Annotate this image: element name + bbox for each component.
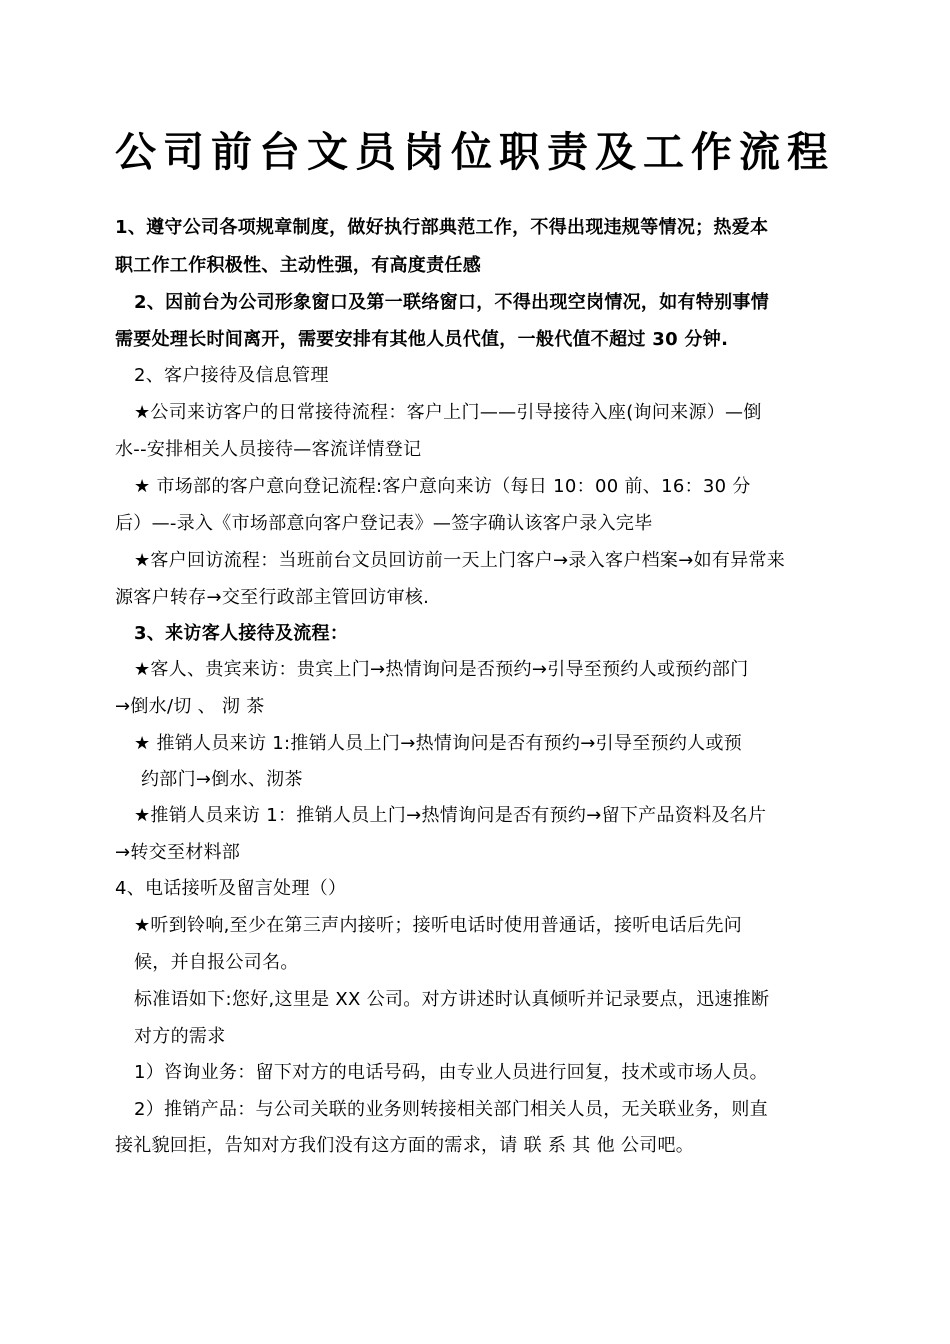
text-line: →转交至材料部 [115,842,241,863]
text-line: 3、来访客人接待及流程： [134,623,349,644]
text-line: 2、客户接待及信息管理 [134,365,329,386]
text-line: ★客户回访流程：当班前台文员回访前一天上门客户→录入客户档案→如有异常来 [134,550,786,571]
text-line: 需要处理长时间离开，需要安排有其他人员代值，一般代值不超过 30 分钟. [115,329,729,350]
text-line: 1）咨询业务：留下对方的电话号码，由专业人员进行回复，技术或市场人员。 [134,1062,768,1083]
text-line: 4、电话接听及留言处理（） [115,878,347,899]
document-title: 公司前台文员岗位职责及工作流程 [115,128,835,176]
text-line: 2、因前台为公司形象窗口及第一联络窗口，不得出现空岗情况，如有特别事情 [134,292,770,313]
text-line: 职工作工作积极性、主动性强，有高度责任感 [115,255,481,276]
text-line: 接礼貌回拒，告知对方我们没有这方面的需求，请 联 系 其 他 公司吧。 [115,1135,695,1156]
text-line: 对方的需求 [134,1026,226,1047]
text-line: →倒水/切 、 沏 茶 [115,696,265,717]
text-line: 水--安排相关人员接待—客流详情登记 [115,439,422,460]
text-line: ★客人、贵宾来访：贵宾上门→热情询问是否预约→引导至预约人或预约部门 [134,659,749,680]
text-line: ★ 市场部的客户意向登记流程:客户意向来访（每日 10：00 前、16：30 分 [134,476,751,497]
text-line: 1、遵守公司各项规章制度，做好执行部典范工作，不得出现违规等情况；热爱本 [115,217,769,238]
text-line: 候，并自报公司名。 [134,952,299,973]
text-line: ★公司来访客户的日常接待流程：客户上门——引导接待入座(询问来源）—倒 [134,402,762,423]
text-line: ★听到铃响,至少在第三声内接听；接听电话时使用普通话，接听电话后先问 [134,915,743,936]
text-line: ★ 推销人员来访 1:推销人员上门→热情询问是否有预约→引导至预约人或预 [134,733,743,754]
text-line: 标准语如下:您好,这里是 XX 公司。对方讲述时认真倾听并记录要点，迅速推断 [134,989,770,1010]
text-line: 2）推销产品：与公司关联的业务则转接相关部门相关人员，无关联业务，则直 [134,1099,768,1120]
text-line: 约部门→倒水、沏茶 [141,769,303,790]
text-line: ★推销人员来访 1：推销人员上门→热情询问是否有预约→留下产品资料及名片 [134,805,767,826]
text-line: 后）—-录入《市场部意向客户登记表》—签字确认该客户录入完毕 [115,513,653,534]
text-line: 源客户转存→交至行政部主管回访审核. [115,587,430,608]
